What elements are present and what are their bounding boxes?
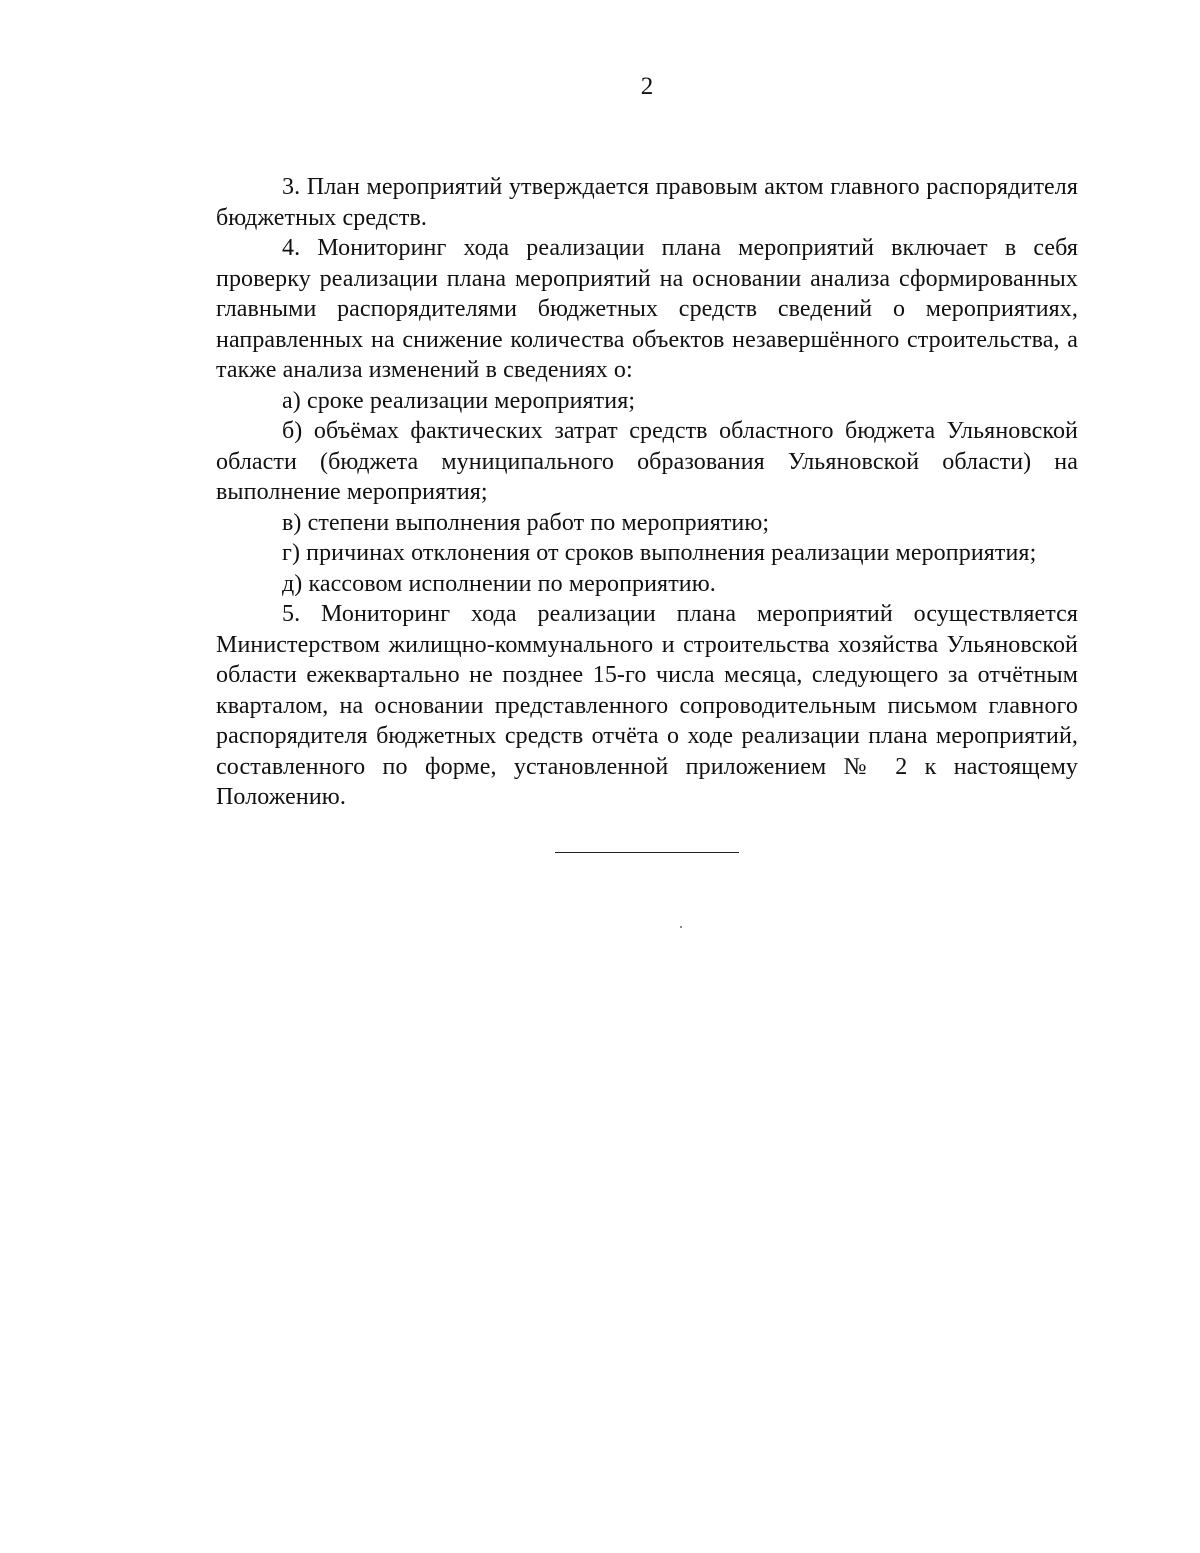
paragraph-3: 3. План мероприятий утверждается правовым актом главного распорядителя бюджетных средств. (216, 174, 1078, 231)
list-item-d: д) кассовом исполнении по мероприятию. (282, 570, 716, 597)
document-body (216, 172, 1078, 813)
list-item-a: а) сроке реализации мероприятия; (282, 387, 636, 414)
list-item-g: г) причинах отклонения от сроков выполнения реализации мероприятия; (282, 540, 1037, 566)
list-item-b: б) объёмах фактических затрат средств областного бюджета Ульяновской области (бюджета муниципального образования Ульяновской области) на выполнение мероприятия; (216, 418, 1078, 505)
scan-speck (680, 926, 682, 928)
list-item-v: в) степени выполнения работ по мероприятию; (282, 509, 770, 536)
paragraph-4: 4. Мониторинг хода реализации плана мероприятий включает в себя проверку реализации плана мероприятий на основании анализа сформированных главными распорядителями бюджетных средств сведений о мероприятиях, направленных на снижение количества объектов незавершённого строительства, а также анализа изменений в сведениях о: (216, 235, 1078, 383)
paragraph-5: 5. Мониторинг хода реализации плана мероприятий осуществляется Министерством жилищно-коммунального и строительства хозяйства Ульяновской области ежеквартально не позднее 15-го числа месяца, следующего за отчётным кварталом, на основании представленного сопроводительным письмом главного распорядителя бюджетных средств отчёта о ходе реализации плана мероприятий, составленного по форме, установленной приложением № 2 к настоящему Положению. (216, 601, 1078, 810)
page-number: 2 (640, 73, 654, 100)
end-separator-line (555, 852, 739, 853)
